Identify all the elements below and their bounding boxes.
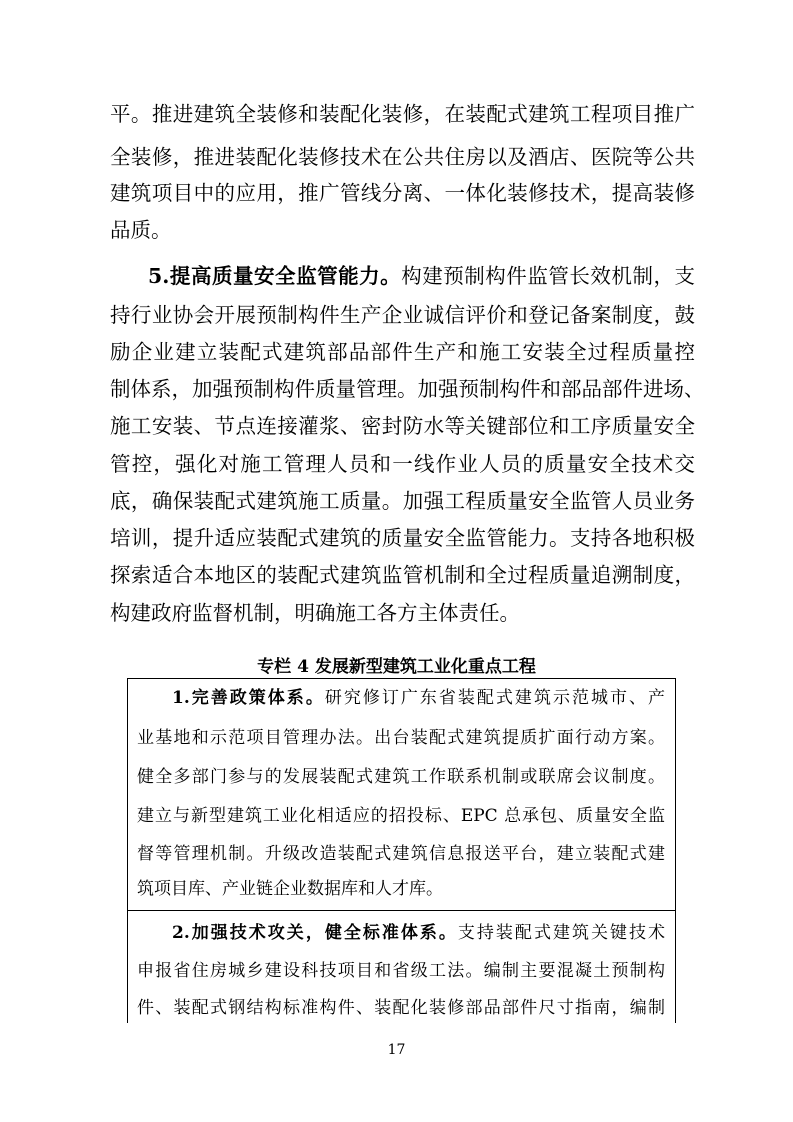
box-item2-first-line-rest: 支持装配式建筑关键技术 [457,923,666,943]
box-item1-heading: 1.完善政策体系。 [172,688,325,708]
box-item1-first-line [172,690,665,707]
box-line: 业基地和示范项目管理办法。出台装配式建筑提质扩面行动方案。 [137,728,665,748]
body-line: 底，确保装配式建筑施工质量。加强工程质量安全监管人员业务 [110,489,695,513]
box-line: 健全多部门参与的发展装配式建筑工作联系机制或联席会议制度。 [137,767,665,787]
box-item2-heading: 2.加强技术攻关，健全标准体系。 [172,923,458,943]
body-line: 平。推进建筑全装修和装配化装修，在装配式建筑工程项目推广 [110,102,695,126]
box-item2-first-line [172,925,665,942]
body-line: 管控，强化对施工管理人员和一线作业人员的质量安全技术交 [110,452,695,476]
section5-first-line [148,266,695,287]
body-line: 施工安装、节点连接灌浆、密封防水等关键部位和工序质量安全 [110,414,695,438]
section5-first-line-rest: 构建预制构件监管长效机制，支 [401,264,695,288]
page-number: 17 [387,1042,406,1058]
body-line: 品质。 [110,218,172,242]
body-line: 建筑项目中的应用，推广管线分离、一体化装修技术，提高装修 [110,181,695,205]
section5-heading: 5.提高质量安全监管能力。 [148,264,402,288]
body-line: 制体系，加强预制构件质量管理。加强预制构件和部品部件进场、 [110,377,705,401]
body-line: 持行业协会开展预制构件生产企业诚信评价和登记备案制度，鼓 [110,303,695,327]
box-line: 申报省住房城乡建设科技项目和省级工法。编制主要混凝土预制构 [137,961,665,981]
body-line: 培训，提升适应装配式建筑的质量安全监管能力。支持各地积极 [110,526,695,550]
body-line: 探索适合本地区的装配式建筑监管机制和全过程质量追溯制度， [110,563,695,587]
box-line: 督等管理机制。升级改造装配式建筑信息报送平台，建立装配式建 [137,844,665,864]
box-title: 专栏 4 发展新型建筑工业化重点工程 [257,657,536,677]
body-line: 励企业建立装配式建筑部品部件生产和施工安装全过程质量控 [110,340,695,364]
box-item1-first-line-rest: 研究修订广东省装配式建筑示范城市、产 [324,688,665,708]
box-line: 建立与新型建筑工业化相适应的招投标、EPC 总承包、质量安全监 [137,806,665,826]
body-line: 全装修，推进装配化装修技术在公共住房以及酒店、医院等公共 [110,145,695,169]
box-divider [127,910,676,911]
box-line: 件、装配式钢结构标准构件、装配化装修部品部件尺寸指南，编制 [137,998,665,1018]
box-line: 筑项目库、产业链企业数据库和人才库。 [137,879,443,899]
body-line: 构建政府监督机制，明确施工各方主体责任。 [110,601,520,625]
